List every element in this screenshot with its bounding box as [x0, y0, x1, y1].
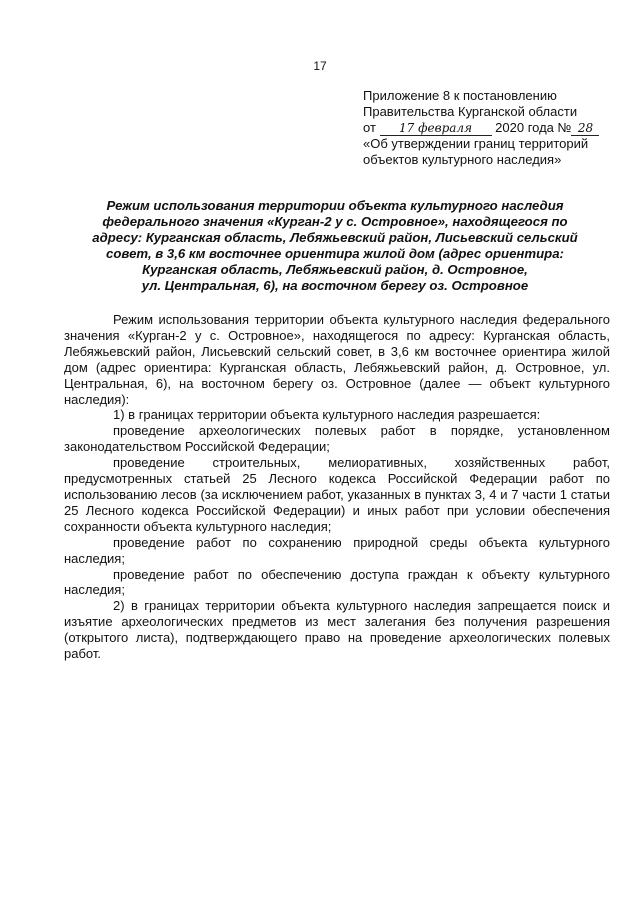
body-paragraph-allowed-heading: 1) в границах территории объекта культурного наследия разрешается: — [113, 407, 541, 423]
title-line-5: Курганская область, Лебяжьевский район, д. Островное, — [142, 262, 528, 277]
appendix-line-1: Приложение 8 к постановлению — [363, 88, 557, 103]
appendix-line-2: Правительства Курганской области — [363, 104, 578, 119]
appendix-line-4: «Об утверждении границ территорий — [363, 136, 589, 151]
document-body — [64, 312, 610, 662]
body-paragraph-environment: проведение работ по сохранению природной среды объекта культурного наследия; — [64, 534, 610, 566]
appendix-block — [363, 88, 613, 168]
title-line-4: совет, в 3,6 км восточнее ориентира жилой дом (адрес ориентира: — [106, 246, 564, 261]
appendix-from-label: от — [363, 120, 376, 135]
body-paragraph-access: проведение работ по обеспечению доступа граждан к объекту культурного наследия; — [64, 566, 610, 598]
body-paragraph-prohibited: 2) в границах территории объекта культурного наследия запрещается поиск и изъятие археологических предметов из мест залегания без получения разрешения (открытого листа), подтверждающего право на проведение археологических полевых работ. — [64, 598, 610, 662]
handwritten-date: 17 февраля — [380, 122, 492, 136]
handwritten-number: 28 — [571, 122, 599, 136]
body-paragraph-archaeology: проведение археологических полевых работ в порядке, установленном законодательством Российской Федерации; — [64, 423, 610, 455]
document-title — [65, 198, 605, 294]
body-paragraph-intro: Режим использования территории объекта культурного наследия федерального значения «Курган-2 у с. Островное», находящегося по адресу: Курганская область, Лебяжьевский район, Лисьевский сельский совет, в 3,6 км восточнее ориентира жилой дом (адрес ориентира: Курганская область, Лебяжьевский район, д. Островное, ул. Центральная, 6), на восточном берегу оз. Островное (далее — объект культурного наследия): — [64, 312, 610, 407]
body-paragraph-construction: проведение строительных, мелиоративных, хозяйственных работ, предусмотренных статьей 25 Лесного кодекса Российской Федерации работ по использованию лесов (за исключением работ, указанных в пунктах 3, 4 и 7 части 1 статьи 25 Лесного кодекса Российской Федерации) и иных работ при условии обеспечения сохранности объекта культурного наследия; — [64, 455, 610, 534]
title-line-2: федерального значения «Курган-2 у с. Островное», находящегося по — [102, 214, 568, 229]
title-line-3: адресу: Курганская область, Лебяжьевский район, Лисьевский сельский — [92, 230, 578, 245]
page-number: 17 — [313, 59, 327, 73]
title-line-1: Режим использования территории объекта культурного наследия — [106, 198, 564, 213]
appendix-year-text: 2020 года № — [495, 120, 572, 135]
appendix-line-5: объектов культурного наследия» — [363, 152, 562, 167]
title-line-6: ул. Центральная, 6), на восточном берегу оз. Островное — [141, 278, 529, 293]
appendix-date-line — [363, 120, 613, 136]
